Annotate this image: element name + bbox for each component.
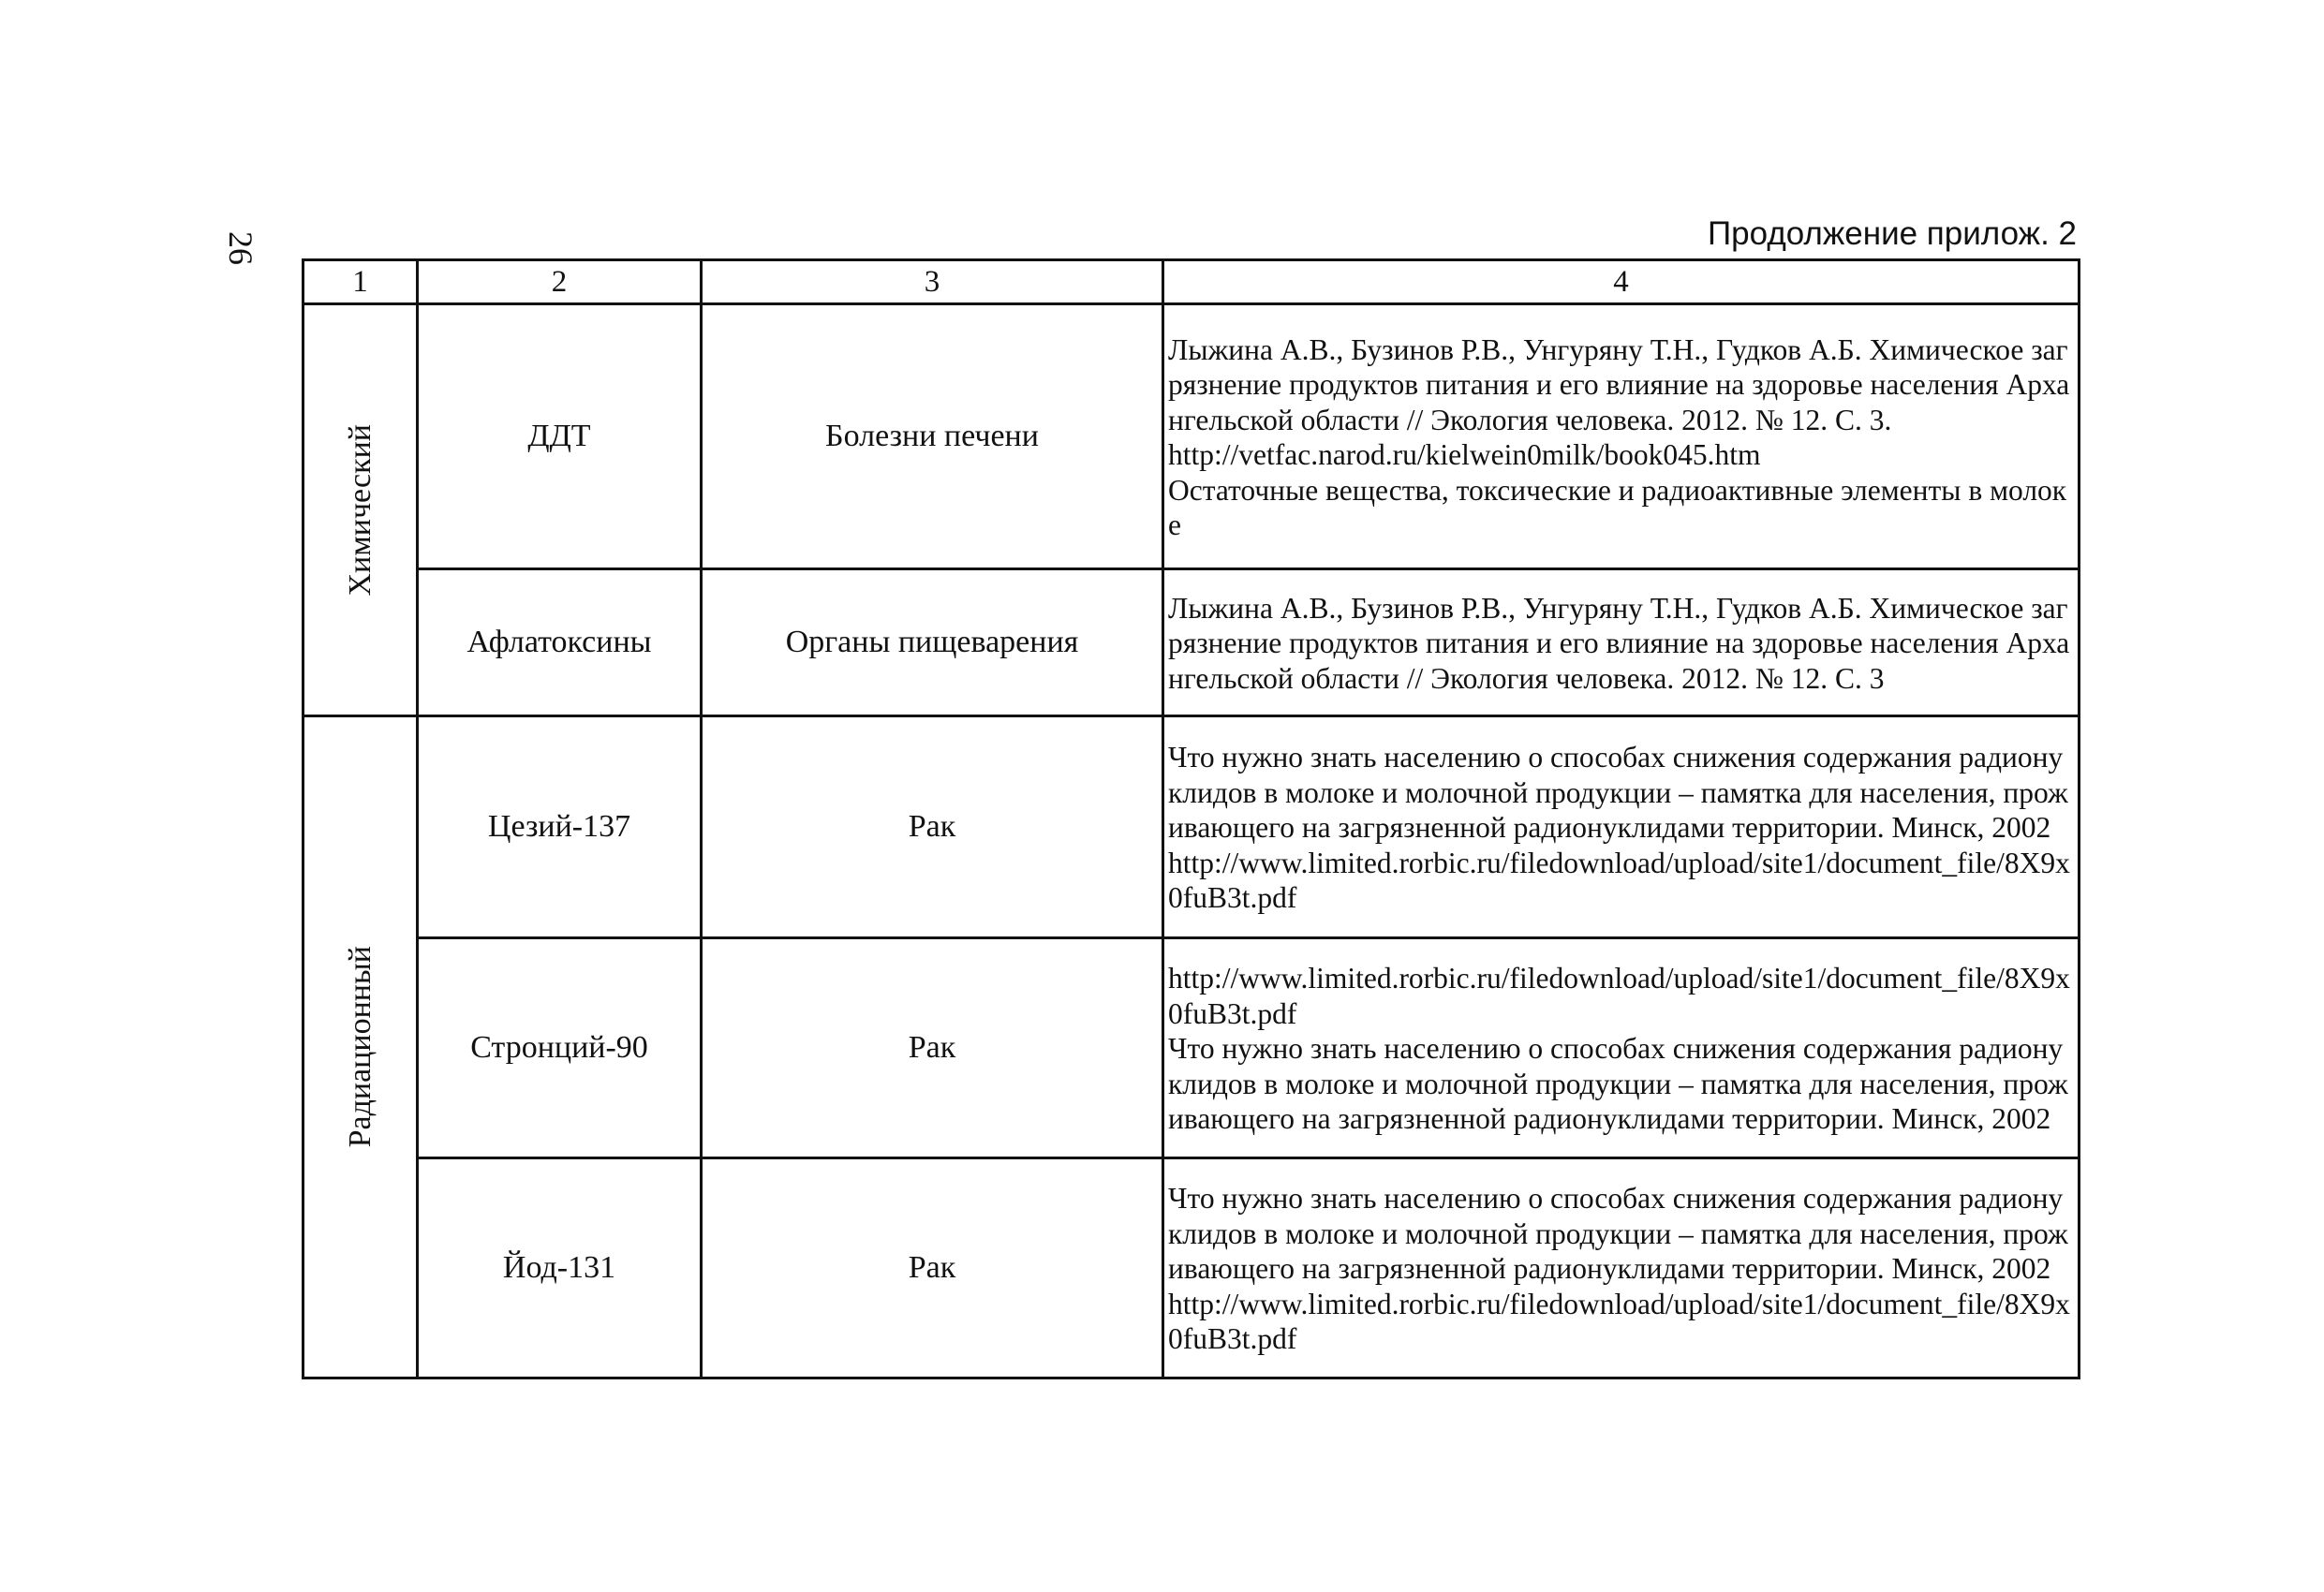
data-table <box>302 258 2080 1379</box>
group-cell <box>303 304 418 716</box>
table-row <box>303 716 2080 938</box>
reference-text: Лыжина А.В., Бузинов Р.В., Унгуряну Т.Н., Гудков А.Б. Химическое загрязнение продуктов питания и его влияние на здоровье населения Архангельской области // Экология человека. 2012. № 12. С. 3. <box>1168 332 2070 436</box>
table-row <box>303 1158 2080 1378</box>
column-header: 4 <box>1163 260 2080 304</box>
reference-text: Лыжина А.В., Бузинов Р.В., Унгуряну Т.Н., Гудков А.Б. Химическое загрязнение продуктов питания и его влияние на здоровье населения Архангельской области // Экология человека. 2012. № 12. С. 3 <box>1168 591 2070 695</box>
header-row <box>303 260 2080 304</box>
table-row <box>303 569 2080 716</box>
page-number: 26 <box>222 231 259 265</box>
reference-text: Что нужно знать населению о способах снижения содержания радионуклидов в молоке и молочной продукции – памятка для населения, проживающего на загрязненной радионуклидами территории. Минск, 2002 <box>1168 1182 2068 1286</box>
substance-cell: Афлатоксины <box>418 569 702 716</box>
reference-cell <box>1163 938 2080 1158</box>
group-cell <box>303 716 418 1378</box>
group-label: Химический <box>342 423 377 597</box>
table-row <box>303 304 2080 569</box>
column-header: 2 <box>418 260 702 304</box>
group-label: Радиационный <box>342 946 377 1148</box>
reference-url[interactable]: http://vetfac.narod.ru/kielwein0milk/book045.htm <box>1168 438 1761 471</box>
substance-cell: ДДТ <box>418 304 702 569</box>
substance-cell: Цезий-137 <box>418 716 702 938</box>
reference-text: Остаточные вещества, токсические и радиоактивные элементы в молоке <box>1168 473 2067 541</box>
reference-cell <box>1163 304 2080 569</box>
effect-cell: Рак <box>702 716 1163 938</box>
table-row <box>303 938 2080 1158</box>
reference-cell <box>1163 1158 2080 1378</box>
substance-cell: Йод-131 <box>418 1158 702 1378</box>
column-header: 3 <box>702 260 1163 304</box>
effect-cell: Болезни печени <box>702 304 1163 569</box>
reference-url[interactable]: http://www.limited.rorbic.ru/filedownload/upload/site1/document_file/8X9x0fuB3t.pdf <box>1168 846 2070 915</box>
reference-cell <box>1163 716 2080 938</box>
reference-url[interactable]: http://www.limited.rorbic.ru/filedownload/upload/site1/document_file/8X9x0fuB3t.pdf <box>1168 962 2070 1030</box>
reference-text: Что нужно знать населению о способах снижения содержания радионуклидов в молоке и молочной продукции – памятка для населения, проживающего на загрязненной радионуклидами территории. Минск, 2002 <box>1168 741 2068 845</box>
table-caption: Продолжение прилож. 2 <box>1708 215 2077 252</box>
reference-cell <box>1163 569 2080 716</box>
effect-cell: Органы пищеварения <box>702 569 1163 716</box>
substance-cell: Стронций-90 <box>418 938 702 1158</box>
column-header: 1 <box>303 260 418 304</box>
reference-url[interactable]: http://www.limited.rorbic.ru/filedownload/upload/site1/document_file/8X9x0fuB3t.pdf <box>1168 1287 2070 1356</box>
reference-text: Что нужно знать населению о способах снижения содержания радионуклидов в молоке и молочной продукции – памятка для населения, проживающего на загрязненной радионуклидами территории. Минск, 2002 <box>1168 1032 2068 1136</box>
effect-cell: Рак <box>702 938 1163 1158</box>
effect-cell: Рак <box>702 1158 1163 1378</box>
